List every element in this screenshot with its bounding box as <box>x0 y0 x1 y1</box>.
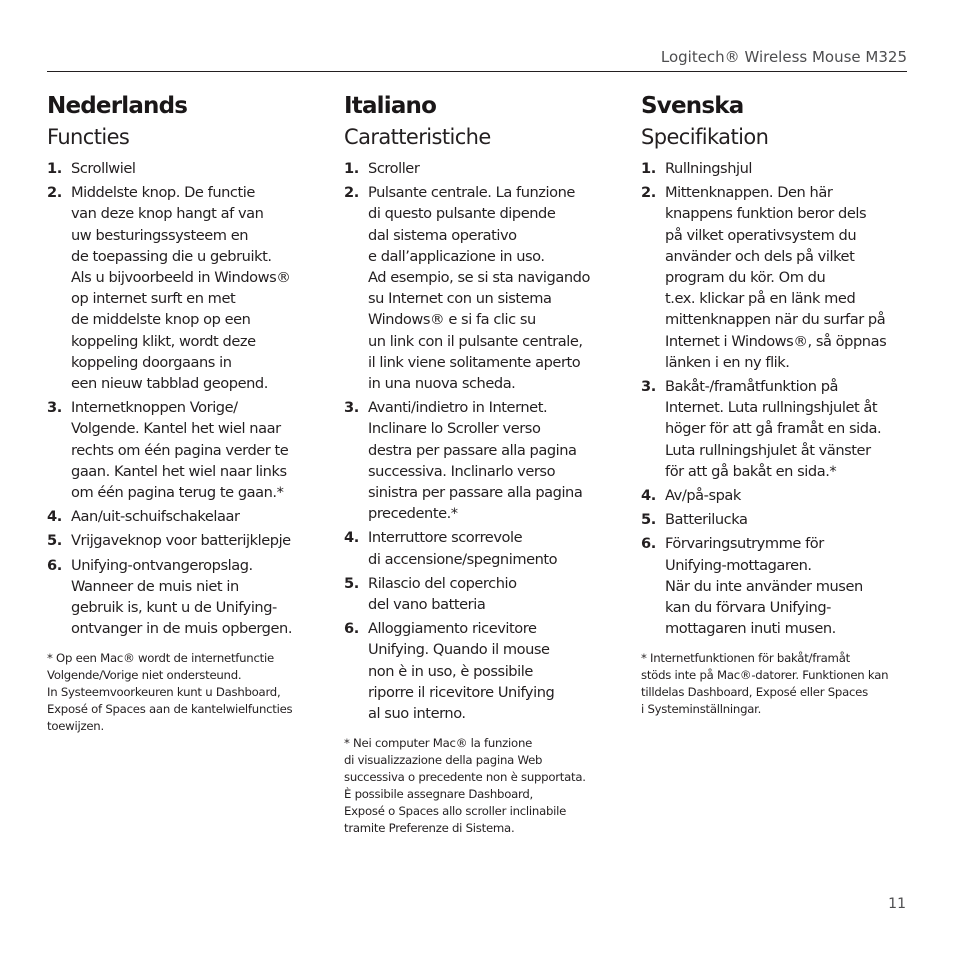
list-item <box>47 158 315 179</box>
item-number: 3. <box>641 378 656 396</box>
list-item <box>641 376 909 482</box>
item-text: Interruttore scorrevole di accensione/spegnimento <box>368 529 558 568</box>
language-heading: Italiano <box>344 93 437 119</box>
list-item <box>344 158 612 179</box>
list-item <box>344 618 612 724</box>
item-number: 2. <box>641 184 656 202</box>
feature-list <box>344 158 612 724</box>
item-text: Alloggiamento ricevitore Unifying. Quando il mouse non è in uso, è possibile riporre il ricevitore Unifying al suo interno. <box>368 620 555 723</box>
list-item <box>47 506 315 527</box>
item-number: 6. <box>344 620 359 638</box>
item-text: Avanti/indietro in Internet. Inclinare lo Scroller verso destra per passare alla pagina successiva. Inclinarlo verso sinistra per passare alla pagina precedente.* <box>368 399 583 523</box>
item-text: Mittenknappen. Den här knappens funktion beror dels på vilket operativsystem du använder och dels på vilket program du kör. Om du t.ex. klickar på en länk med mittenknappen när du surfar på Internet i Windows®, så öppnas länken i en ny flik. <box>665 184 887 371</box>
item-text: Scroller <box>368 160 420 177</box>
item-number: 1. <box>344 160 359 177</box>
page-number: 11 <box>888 896 906 912</box>
item-text: Av/på-spak <box>665 487 741 505</box>
item-number: 5. <box>47 532 62 550</box>
item-text: Scrollwiel <box>71 160 136 177</box>
item-number: 6. <box>47 556 62 574</box>
item-text: Internetknoppen Vorige/ Volgende. Kantel het wiel naar rechts om één pagina verder te gaan. Kantel het wiel naar links om één pagina terug te gaan.* <box>71 399 289 502</box>
list-item <box>47 530 315 551</box>
item-text: Pulsante centrale. La funzione di questo pulsante dipende dal sistema operativo e dall’applicazione in uso. Ad esempio, se si sta navigando su Internet con un sistema Windows® e si fa clic su un link con il pulsante centrale, il link viene solitamente aperto in una nuova scheda. <box>368 184 590 393</box>
column-italiano <box>344 90 612 837</box>
item-text: Vrijgaveknop voor batterijklepje <box>71 532 291 550</box>
list-item <box>344 182 612 394</box>
item-number: 3. <box>47 399 62 417</box>
feature-list <box>641 158 909 639</box>
list-item <box>344 397 612 524</box>
section-heading: Specifikation <box>641 125 769 149</box>
list-item <box>344 527 612 569</box>
feature-list <box>47 158 315 639</box>
item-number: 2. <box>47 184 62 202</box>
list-item <box>344 573 612 615</box>
list-item <box>641 509 909 530</box>
footnote: * Nei computer Mac® la funzione di visualizzazione della pagina Web successiva o precedente non è supportata. È possibile assegnare Dashboard, Exposé o Spaces allo scroller inclinabile tramite Preferenze di Sistema. <box>344 736 586 836</box>
running-header: Logitech® Wireless Mouse M325 <box>660 48 907 66</box>
item-number: 5. <box>641 511 656 529</box>
item-text: Unifying-ontvangeropslag. Wanneer de muis niet in gebruik is, kunt u de Unifying- ontvanger in de muis opbergen. <box>71 556 293 638</box>
item-number: 2. <box>344 184 359 202</box>
item-text: Förvaringsutrymme för Unifying-mottagaren. När du inte använder musen kan du förvara Unifying- mottagaren inuti musen. <box>665 535 863 638</box>
list-item <box>641 182 909 373</box>
section-heading: Functies <box>47 125 130 149</box>
item-number: 3. <box>344 399 359 417</box>
item-text: Batterilucka <box>665 511 748 529</box>
item-number: 4. <box>641 487 656 505</box>
footnote: * Op een Mac® wordt de internetfunctie Volgende/Vorige niet ondersteund. In Systeemvoorkeuren kunt u Dashboard, Exposé of Spaces aan de kantelwielfuncties toewijzen. <box>47 651 293 734</box>
list-item <box>641 485 909 506</box>
item-number: 1. <box>47 160 62 177</box>
language-heading: Svenska <box>641 93 744 119</box>
list-item <box>641 533 909 639</box>
list-item <box>47 182 315 394</box>
language-heading: Nederlands <box>47 93 188 119</box>
column-nederlands <box>47 90 315 735</box>
list-item <box>641 158 909 179</box>
item-text: Middelste knop. De functie van deze knop hangt af van uw besturingssysteem en de toepassing die u gebruikt. Als u bijvoorbeeld in Windows® op internet surft en met de middelste knop op een koppeling klikt, wordt deze koppeling doorgaans in een nieuw tabblad geopend. <box>71 184 291 393</box>
header-rule <box>47 71 907 72</box>
list-item <box>47 555 315 640</box>
item-number: 6. <box>641 535 656 553</box>
list-item <box>47 397 315 503</box>
footnote: * Internetfunktionen för bakåt/framåt stöds inte på Mac®-datorer. Funktionen kan tilldelas Dashboard, Exposé eller Spaces i Systeminställningar. <box>641 651 889 717</box>
column-svenska <box>641 90 909 718</box>
item-number: 5. <box>344 574 359 592</box>
item-number: 1. <box>641 160 656 177</box>
item-text: Aan/uit-schuifschakelaar <box>71 508 240 526</box>
item-number: 4. <box>344 529 359 547</box>
item-text: Rilascio del coperchio del vano batteria <box>368 574 517 614</box>
item-number: 4. <box>47 508 62 526</box>
item-text: Bakåt-/framåtfunktion på Internet. Luta rullningshjulet åt höger för att gå framåt en sida. Luta rullningshjulet åt vänster för att gå bakåt en sida.* <box>665 378 882 480</box>
section-heading: Caratteristiche <box>344 125 491 149</box>
item-text: Rullningshjul <box>665 160 753 177</box>
